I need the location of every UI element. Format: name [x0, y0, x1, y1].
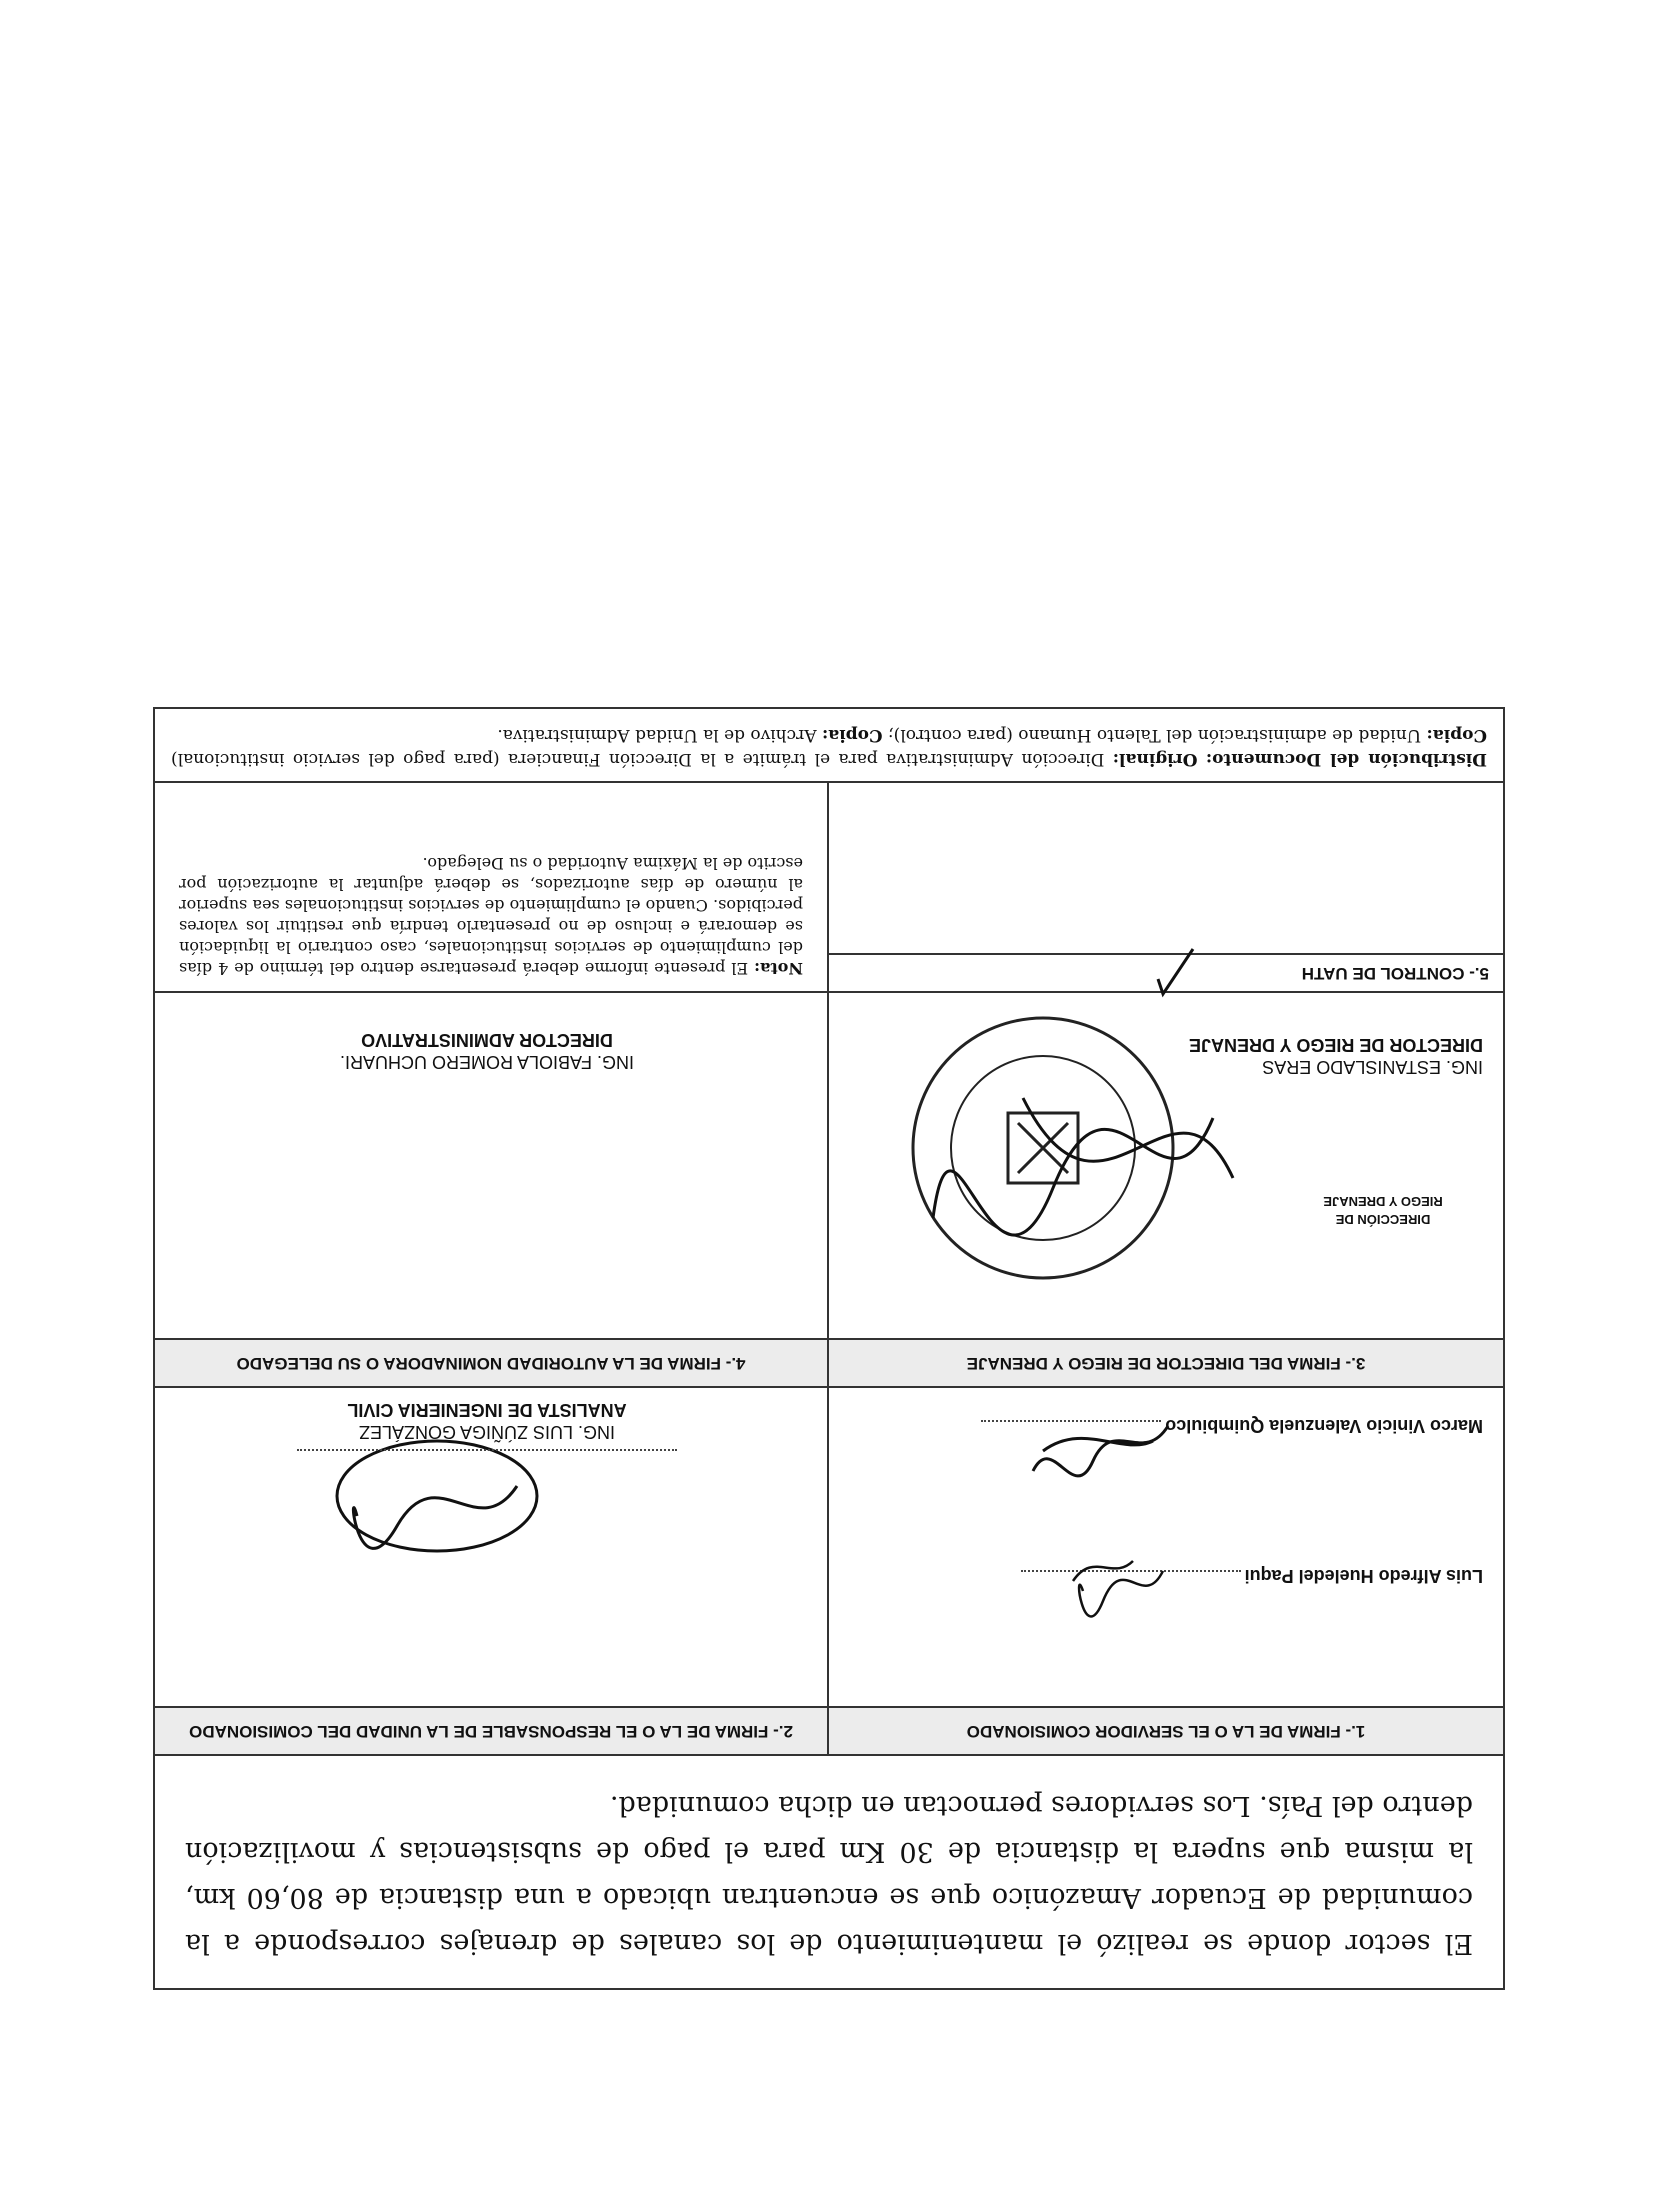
sig2-name: ING. LUIS ZÚÑIGA GONZÁLEZ — [358, 1422, 616, 1442]
signature-header-row-2 — [155, 1338, 1503, 1386]
sig2-title-block — [297, 1399, 677, 1451]
justification-paragraph: El sector donde se realizó el mantenimiento de los canales de drenajes corresponde a la comunidad de Ecuador Amazónico que se encuentran ubicado a una distancia de 80,60 km, la misma que supera la distancia de 30 Km para el pago de subsistencias y movilización dentro del País. Los servidores pernoctan en dicha comunidad. — [155, 1754, 1503, 1988]
original-label: Original: — [1112, 749, 1198, 769]
distribution-label: Distribución del Documento: — [1205, 749, 1487, 769]
original-text: Dirección Administrativa para el trámite a la Dirección Financiera (para pago del servicio institucional) — [170, 749, 1105, 769]
uath-control-header: 5.- CONTROL DE UATH — [829, 953, 1503, 991]
copy-label: Copia: — [1426, 725, 1487, 745]
note-cell — [155, 783, 829, 991]
control-row — [155, 781, 1503, 991]
sig4-position: DIRECTOR ADMINISTRATIVO — [361, 1030, 613, 1050]
signer-1-name: Luis Alfredo Hueledel Paqui — [1244, 1566, 1483, 1586]
sig3-header: 3.- FIRMA DEL DIRECTOR DE RIEGO Y DRENAJE — [829, 1340, 1503, 1386]
signature-area-row-2 — [155, 991, 1503, 1338]
sig2-header: 2.- FIRMA DE LA O EL RESPONSABLE DE LA UNIDAD DEL COMISIONADO — [155, 1708, 829, 1754]
signature-1-scribble — [1053, 1541, 1173, 1621]
stamp-center-text — [1293, 1192, 1473, 1228]
sig1-area — [829, 1388, 1503, 1706]
sig3-area — [829, 993, 1503, 1338]
copy2-label: Copia: — [821, 725, 883, 745]
stamp-center-line-2: RIEGO Y DRENAJE — [1323, 1194, 1443, 1209]
stamp-center-line-1: DIRECCIÓN DE — [1335, 1212, 1431, 1227]
sig3-position: DIRECTOR DE RIEGO Y DRENAJE — [1188, 1035, 1483, 1055]
sig4-header: 4.- FIRMA DE LA AUTORIDAD NOMINADORA O SU DELEGADO — [155, 1340, 829, 1386]
sig4-title-block — [297, 1029, 677, 1073]
signature-header-row-1 — [155, 1706, 1503, 1754]
note-text — [155, 841, 827, 991]
sig2-area — [155, 1388, 829, 1706]
sig3-name: ING. ESTANISLADO ERAS — [1262, 1057, 1483, 1077]
sig4-name: ING. FABIOLA ROMERO UCHUARI. — [339, 1052, 635, 1072]
copy2-text: Archivo de la Unidad Administrativa. — [497, 725, 817, 745]
signature-area-row-1 — [155, 1386, 1503, 1706]
note-label: Nota: — [754, 959, 803, 978]
control-check-mark — [1143, 939, 1203, 999]
sig3-title-block — [1153, 1034, 1483, 1078]
form-frame — [153, 707, 1505, 1990]
sig1-header: 1.- FIRMA DE LA O EL SERVIDOR COMISIONADO — [829, 1708, 1503, 1754]
signature-2-scribble — [1023, 1406, 1173, 1486]
signer-2-name: Marco Vinicio Valenzuela Quimbiulco — [1165, 1416, 1483, 1436]
sig4-area — [155, 993, 829, 1338]
uath-control-cell — [829, 783, 1503, 991]
sig2-position: ANALISTA DE INGENIERIA CIVIL — [347, 1400, 627, 1420]
distribution-section — [155, 709, 1503, 781]
note-body: El presente informe deberá presentarse dentro del término de 4 días del cumplimiento de servicios institucionales, caso contrario la liquidación se demorará e incluso de no presentarlo tendría que restituir los valores percibidos. Cuando el cumplimiento de servicios institucionales sea superior al número de días autorizados, se deberá adjuntar la autorización por escrito de la Máxima Autoridad o su Delegado. — [179, 854, 803, 978]
copy-text: Unidad de administración del Talento Humano (para control); — [887, 725, 1422, 745]
